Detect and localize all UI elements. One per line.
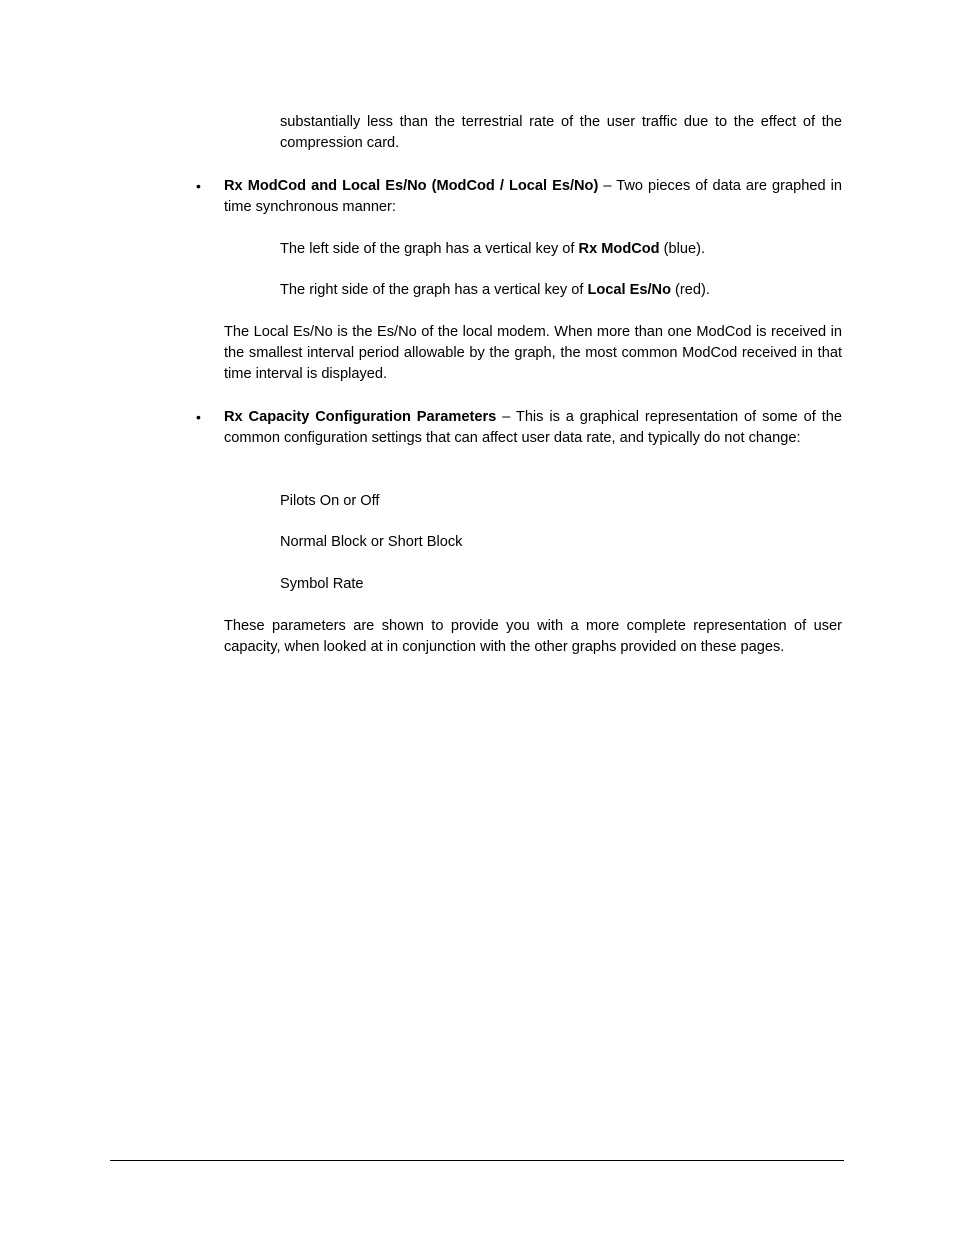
graph-key-left	[280, 239, 842, 260]
graph-key-right-prefix: The right side of the graph has a vertical key of	[280, 282, 588, 298]
bullet-item-modcod	[224, 176, 842, 218]
graph-key-left-bold: Rx ModCod	[578, 241, 660, 257]
graph-key-right-bold: Local Es/No	[587, 282, 671, 298]
bullet-text-capacity: – This is a graphical representation of some of the common configuration settings that can affect user data rate, and typically do not change:	[224, 409, 842, 446]
bullet-label-modcod: Rx ModCod and Local Es/No (ModCod / Local Es/No)	[224, 178, 599, 194]
bullet-label-capacity: Rx Capacity Configuration Parameters	[224, 409, 497, 425]
graph-key-left-prefix: The left side of the graph has a vertical key of	[280, 241, 579, 257]
footer-divider	[110, 1160, 844, 1161]
parameter-item: Pilots On or Off	[280, 493, 380, 509]
bullet-item-capacity	[224, 407, 842, 449]
es-no-paragraph: The Local Es/No is the Es/No of the local modem. When more than one ModCod is received in the smallest interval period allowable by the graph, the most common ModCod received in that time interval is displayed.	[224, 324, 842, 382]
bullet-marker-2: •	[196, 409, 201, 425]
graph-key-right-suffix: (red).	[670, 282, 710, 298]
parameter-item: Normal Block or Short Block	[280, 534, 463, 550]
continuation-paragraph: substantially less than the terrestrial rate of the user traffic due to the effect of the compression card.	[280, 114, 842, 151]
graph-key-right	[280, 280, 842, 301]
parameter-item: Symbol Rate	[280, 576, 364, 592]
bullet-marker-1: •	[196, 178, 201, 194]
graph-key-left-suffix: (blue).	[659, 241, 706, 257]
closing-paragraph: These parameters are shown to provide you with a more complete representation of user capacity, when looked at in conjunction with the other graphs provided on these pages.	[224, 618, 842, 655]
bullet-text-modcod: – Two pieces of data are graphed in time synchronous manner:	[224, 178, 843, 215]
